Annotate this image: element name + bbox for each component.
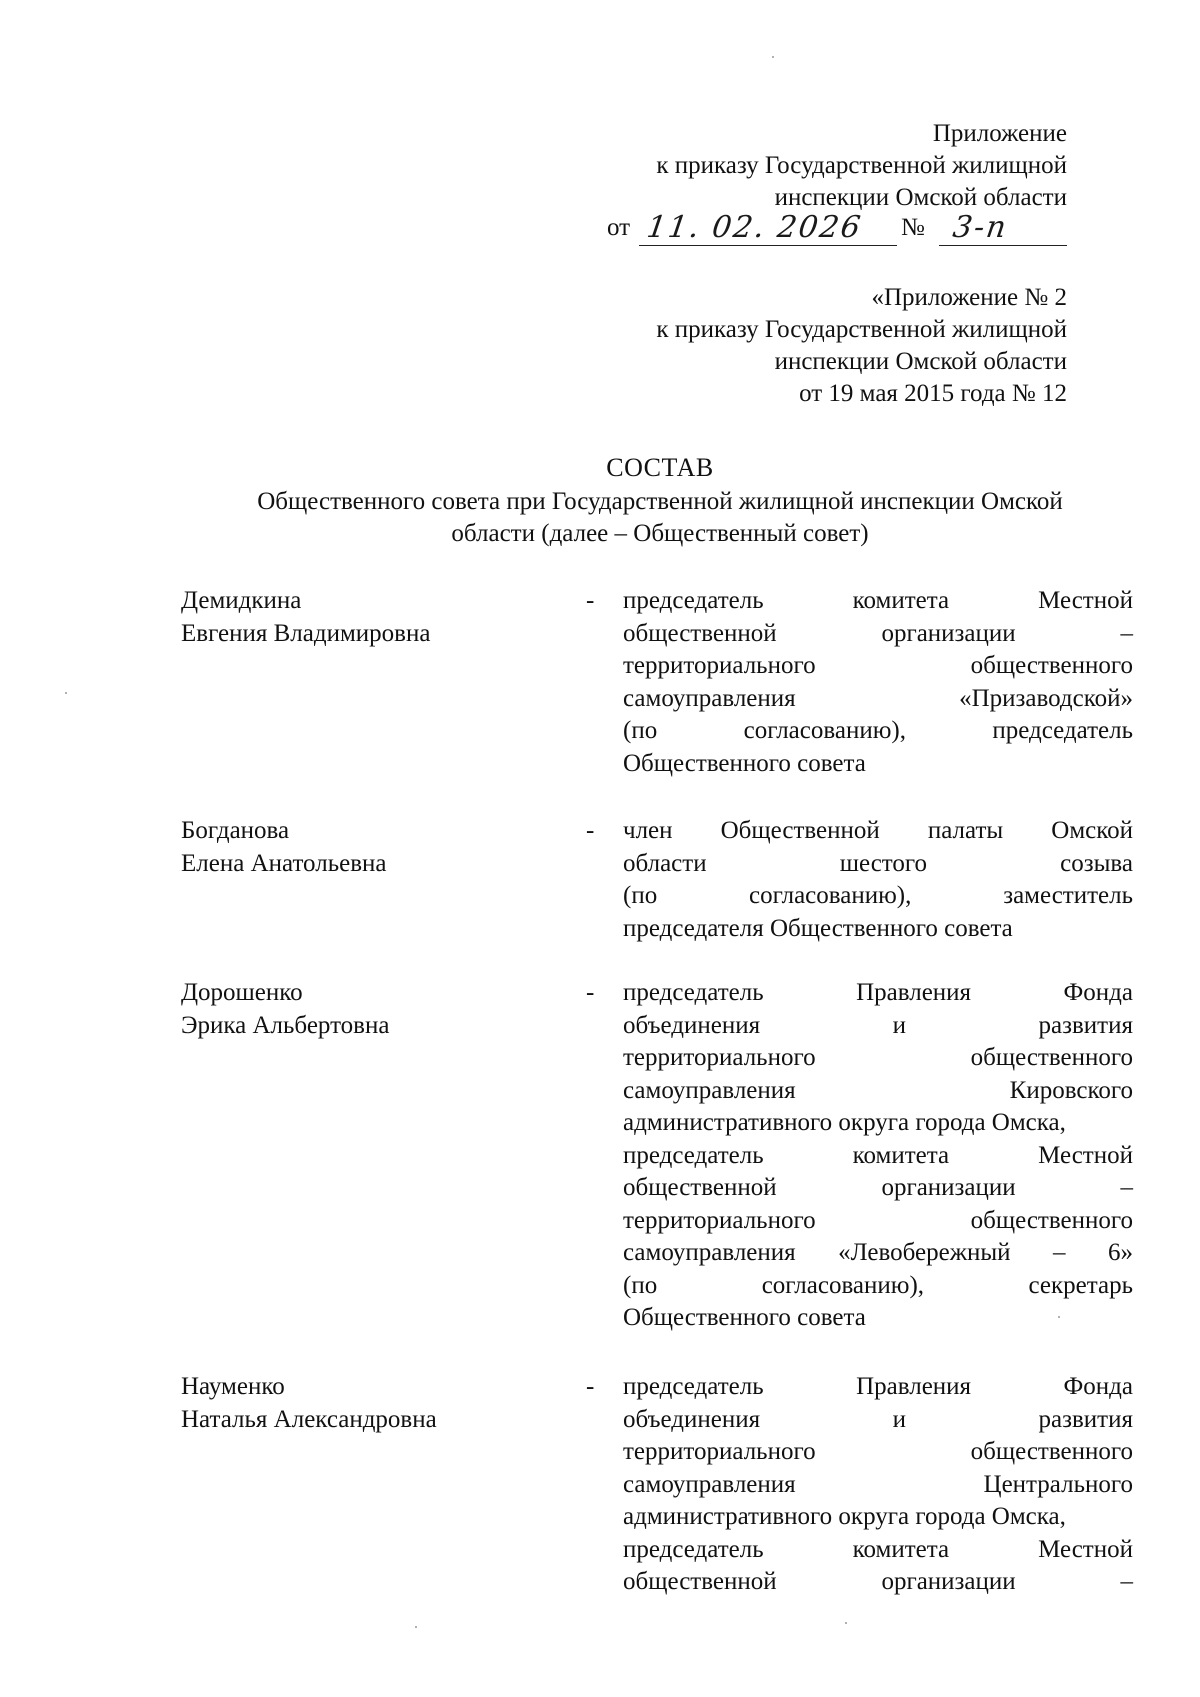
role-word: общественного — [970, 1044, 1133, 1071]
role-line — [623, 1501, 1133, 1534]
appendix-header — [607, 118, 1067, 248]
order-reference: к приказу Государственной жилищной — [656, 152, 1067, 179]
role-word: шестого — [839, 849, 928, 877]
member-name — [181, 977, 561, 1042]
role-word: «Призаводской» — [959, 684, 1133, 712]
role-line — [623, 1237, 1133, 1270]
role-word: Общественного совета — [623, 1304, 866, 1331]
handwritten-date: 11. 02. 2026 — [644, 210, 865, 245]
role-line — [623, 683, 1133, 716]
role-word: – — [1120, 1568, 1133, 1595]
role-word: развития — [1038, 1405, 1133, 1433]
role-word: организации — [881, 619, 1016, 647]
role-word: Общественного совета — [623, 749, 866, 777]
role-word: созыва — [1060, 849, 1133, 877]
role-word: территориального — [623, 1438, 816, 1465]
role-word: согласованию), — [761, 1271, 925, 1299]
member-name — [181, 585, 561, 650]
issuing-authority: инспекции Омской области — [774, 184, 1067, 211]
appendix-label: Приложение — [932, 120, 1067, 147]
role-line — [623, 1107, 1133, 1140]
member-given-names: Наталья Александровна — [181, 1405, 437, 1433]
role-word: самоуправления — [623, 684, 796, 712]
role-word: и — [892, 1011, 907, 1039]
role-word: председатель — [623, 1373, 764, 1400]
role-word: согласованию), — [743, 717, 906, 744]
role-word: Правления — [856, 1373, 972, 1400]
role-line — [623, 1270, 1133, 1303]
scan-speck — [415, 1626, 417, 1628]
member-dash: - — [586, 1373, 595, 1400]
role-word: 6» — [1108, 1239, 1133, 1266]
member-role — [623, 815, 1133, 945]
role-word: председатель — [992, 717, 1133, 744]
role-word: общественной — [623, 1174, 777, 1201]
role-word: «Левобережный — [838, 1239, 1011, 1266]
role-word: самоуправления — [623, 1076, 796, 1104]
role-word: (по — [623, 717, 658, 744]
handwritten-number: 3-п — [950, 210, 1011, 245]
role-word: Правления — [856, 979, 972, 1006]
role-line — [623, 1172, 1133, 1205]
role-word: объединения — [623, 1011, 761, 1039]
scan-speck — [772, 56, 774, 58]
role-word: заместитель — [1003, 882, 1133, 909]
role-line — [623, 585, 1133, 618]
member-role — [623, 585, 1133, 780]
member-surname: Демидкина — [181, 587, 302, 614]
member-role — [623, 977, 1133, 1335]
role-word: Общественной — [720, 817, 880, 844]
member-dash: - — [586, 817, 595, 844]
role-word: административного округа города Омска, — [623, 1109, 1066, 1136]
role-word: Омской — [1051, 817, 1133, 844]
role-word: общественного — [970, 1438, 1133, 1465]
role-line — [623, 1469, 1133, 1502]
role-word: организации — [881, 1568, 1016, 1595]
role-word: организации — [881, 1174, 1016, 1201]
role-line — [623, 1404, 1133, 1437]
role-word: комитета — [852, 1141, 950, 1169]
role-line — [623, 650, 1133, 683]
original-appendix-header — [656, 282, 1067, 410]
member-surname: Дорошенко — [181, 979, 303, 1006]
member-name — [181, 1371, 561, 1436]
role-line — [623, 848, 1133, 881]
role-word: Кировского — [1009, 1076, 1133, 1104]
date-prefix: от — [607, 214, 631, 241]
role-line — [623, 1042, 1133, 1075]
role-line — [623, 880, 1133, 913]
role-word: объединения — [623, 1405, 761, 1433]
role-word: общественного — [970, 652, 1133, 679]
role-word: комитета — [852, 1535, 950, 1563]
role-word: председатель — [623, 587, 764, 614]
role-line — [623, 1534, 1133, 1567]
role-word: административного округа города Омска, — [623, 1503, 1066, 1530]
document-subtitle-line-2: области (далее – Общественный совет) — [451, 520, 869, 547]
member-given-names: Эрика Альбертовна — [181, 1011, 390, 1039]
role-word: самоуправления — [623, 1470, 796, 1498]
role-word: – — [1053, 1239, 1066, 1266]
role-word: – — [1120, 1174, 1133, 1201]
scan-speck — [845, 1622, 847, 1624]
role-line — [623, 1140, 1133, 1173]
document-subtitle-line-1: Общественного совета при Государственной жилищной инспекции Омской — [257, 488, 1063, 515]
role-word: Центрального — [983, 1470, 1133, 1498]
role-word: секретарь — [1028, 1271, 1133, 1299]
role-line — [623, 748, 1133, 781]
role-line — [623, 1010, 1133, 1043]
role-word: согласованию), — [749, 882, 912, 909]
role-word: территориального — [623, 652, 816, 679]
role-word: председателя Общественного совета — [623, 914, 1013, 942]
role-word: Фонда — [1063, 1373, 1133, 1400]
role-word: развития — [1038, 1011, 1133, 1039]
role-line — [623, 618, 1133, 651]
role-word: и — [892, 1405, 907, 1433]
role-word: председатель — [623, 1535, 764, 1563]
member-given-names: Елена Анатольевна — [181, 849, 387, 877]
member-role — [623, 1371, 1133, 1599]
original-appendix-label: «Приложение № 2 — [871, 284, 1067, 311]
role-line — [623, 815, 1133, 848]
role-word: общественного — [970, 1206, 1133, 1234]
member-surname: Науменко — [181, 1373, 285, 1400]
original-issuing-authority: инспекции Омской области — [774, 348, 1067, 375]
original-order-reference: к приказу Государственной жилищной — [656, 316, 1067, 343]
role-word: общественной — [623, 619, 777, 647]
role-word: Местной — [1038, 1141, 1133, 1169]
role-word: территориального — [623, 1206, 816, 1234]
scan-speck — [65, 692, 67, 694]
role-line — [623, 1302, 1133, 1335]
role-word: общественной — [623, 1568, 777, 1595]
role-word: самоуправления — [623, 1239, 796, 1266]
role-word: Фонда — [1063, 979, 1133, 1006]
role-word: председатель — [623, 1141, 764, 1169]
role-line — [623, 1566, 1133, 1599]
role-word: Местной — [1038, 587, 1133, 614]
role-word: (по — [623, 882, 658, 909]
role-line — [623, 715, 1133, 748]
number-prefix: № — [901, 214, 925, 241]
role-word: председатель — [623, 979, 764, 1006]
role-line — [623, 977, 1133, 1010]
original-order-date: от 19 мая 2015 года № 12 — [799, 380, 1067, 407]
scan-speck — [1058, 1316, 1060, 1318]
document-title: СОСТАВ — [606, 453, 714, 482]
member-name — [181, 815, 561, 880]
role-word: член — [623, 817, 673, 844]
member-dash: - — [586, 979, 595, 1006]
role-word: области — [623, 849, 707, 877]
role-word: комитета — [852, 587, 950, 614]
role-word: территориального — [623, 1044, 816, 1071]
role-line — [623, 1205, 1133, 1238]
role-line — [623, 913, 1133, 946]
role-line — [623, 1436, 1133, 1469]
role-word: Местной — [1038, 1535, 1133, 1563]
member-given-names: Евгения Владимировна — [181, 619, 431, 647]
member-dash: - — [586, 587, 595, 614]
role-word: – — [1120, 619, 1133, 647]
role-word: палаты — [927, 817, 1004, 844]
order-date-number-row — [607, 210, 1067, 248]
member-surname: Богданова — [181, 817, 290, 844]
role-line — [623, 1371, 1133, 1404]
role-line — [623, 1075, 1133, 1108]
role-word: (по — [623, 1271, 658, 1299]
